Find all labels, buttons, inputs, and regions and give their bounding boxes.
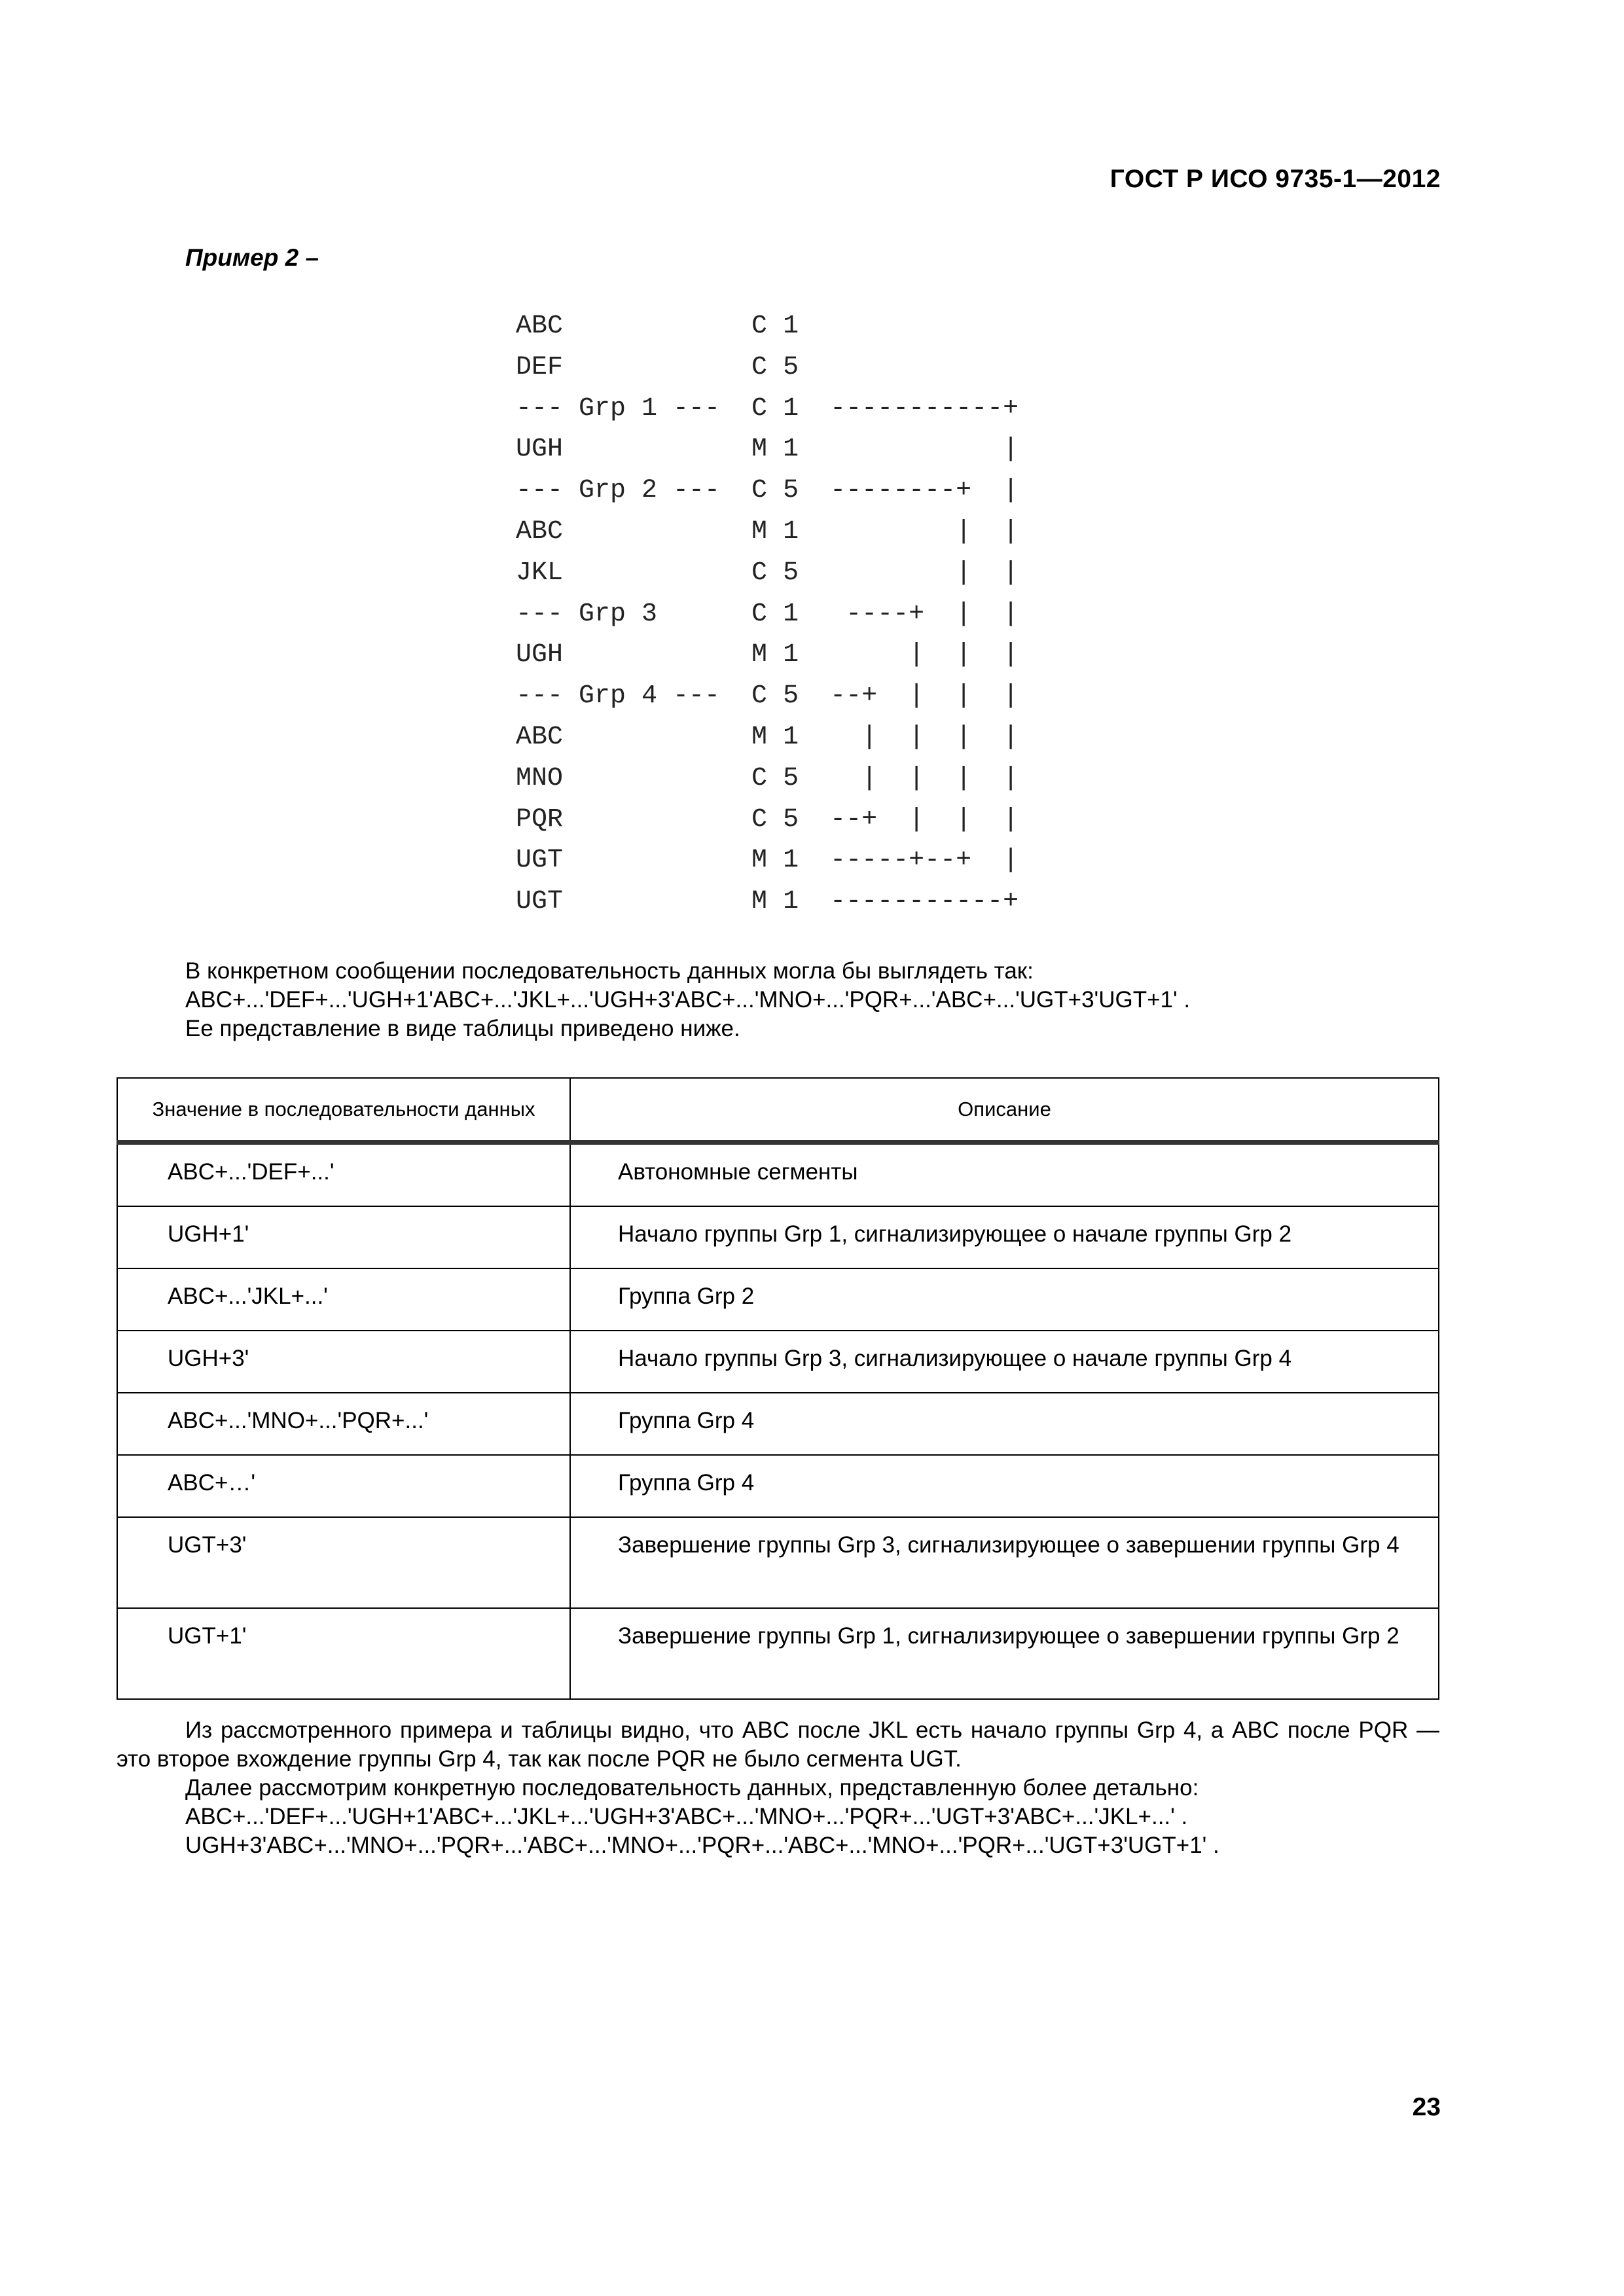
conclusion-sequence-line: ABC+...'DEF+...'UGH+1'ABC+...'JKL+...'UGH+3'ABC+...'MNO+...'PQR+...'UGT+3'ABC+...'JKL+...' . <box>185 1804 1188 1829</box>
cell-value: ABC+…' <box>117 1455 570 1517</box>
diagram-line: --- Grp 4 --- C 5 --+ | | | <box>516 681 1019 711</box>
cell-description: Группа Grp 2 <box>570 1268 1439 1331</box>
table-row <box>117 1143 1439 1207</box>
segment-structure-diagram <box>516 306 1019 923</box>
table-row <box>117 1331 1439 1393</box>
diagram-line: UGT M 1 -----+--+ | <box>516 846 1019 876</box>
diagram-line: MNO C 5 | | | | <box>516 763 1019 793</box>
intro-text <box>185 957 1190 1043</box>
table-row <box>117 1268 1439 1331</box>
diagram-line: UGT M 1 -----------+ <box>516 887 1019 917</box>
diagram-line: DEF C 5 <box>516 352 799 382</box>
conclusion-line: Далее рассмотрим конкретную последовательность данных, представленную более детально: <box>185 1775 1199 1801</box>
cell-value: ABC+...'JKL+...' <box>117 1268 570 1331</box>
cell-description: Группа Grp 4 <box>570 1455 1439 1517</box>
cell-description: Автономные сегменты <box>570 1143 1439 1207</box>
cell-value: UGT+1' <box>117 1608 570 1699</box>
diagram-line: --- Grp 1 --- C 1 -----------+ <box>516 393 1019 423</box>
conclusion-paragraph: Из рассмотренного примера и таблицы видно, что ABC после JKL есть начало группы Grp 4, а ABC после PQR — это второе вхождение группы Grp 4, так как после PQR не было сегмента UGT. <box>117 1717 1439 1772</box>
cell-value: ABC+...'MNO+...'PQR+...' <box>117 1393 570 1455</box>
diagram-line: JKL C 5 | | <box>516 558 1019 588</box>
diagram-line: PQR C 5 --+ | | | <box>516 804 1019 834</box>
table-row <box>117 1608 1439 1699</box>
column-header-value: Значение в последовательности данных <box>117 1078 570 1143</box>
diagram-line: ABC M 1 | | | | <box>516 722 1019 752</box>
cell-value: UGT+3' <box>117 1517 570 1608</box>
intro-line: В конкретном сообщении последовательность данных могла бы выглядеть так: <box>185 958 1034 984</box>
cell-description: Начало группы Grp 3, сигнализирующее о начале группы Grp 4 <box>570 1331 1439 1393</box>
intro-line: Ее представление в виде таблицы приведено ниже. <box>185 1016 740 1041</box>
cell-value: UGH+3' <box>117 1331 570 1393</box>
column-header-description: Описание <box>570 1078 1439 1143</box>
table-row <box>117 1206 1439 1268</box>
intro-sequence-line: ABC+...'DEF+...'UGH+1'ABC+...'JKL+...'UGH+3'ABC+...'MNO+...'PQR+...'ABC+...'UGT+3'UGT+1' . <box>185 987 1191 1013</box>
data-sequence-table <box>117 1077 1439 1700</box>
diagram-line: --- Grp 2 --- C 5 --------+ | <box>516 476 1019 506</box>
cell-description: Завершение группы Grp 1, сигнализирующее о завершении группы Grp 2 <box>570 1608 1439 1699</box>
conclusion-sequence-line: UGH+3'ABC+...'MNO+...'PQR+...'ABC+...'MNO+...'PQR+...'ABC+...'MNO+...'PQR+...'UGT+3'UGT+1' . <box>185 1833 1219 1858</box>
table-row <box>117 1517 1439 1608</box>
table-header-row <box>117 1078 1439 1143</box>
diagram-line: UGH M 1 | <box>516 435 1019 465</box>
diagram-line: UGH M 1 | | | <box>516 640 1019 670</box>
example-label: Пример 2 – <box>185 244 319 271</box>
diagram-line: ABC C 1 <box>516 312 799 341</box>
cell-value: ABC+...'DEF+...' <box>117 1143 570 1207</box>
cell-description: Завершение группы Grp 3, сигнализирующее о завершении группы Grp 4 <box>570 1517 1439 1608</box>
cell-description: Группа Grp 4 <box>570 1393 1439 1455</box>
table-row <box>117 1393 1439 1455</box>
conclusion-text <box>117 1716 1439 1860</box>
diagram-line: ABC M 1 | | <box>516 516 1019 547</box>
diagram-line: --- Grp 3 C 1 ----+ | | <box>516 599 1019 629</box>
page-number: 23 <box>1412 2093 1441 2121</box>
cell-value: UGH+1' <box>117 1206 570 1268</box>
cell-description: Начало группы Grp 1, сигнализирующее о начале группы Grp 2 <box>570 1206 1439 1268</box>
table-row <box>117 1455 1439 1517</box>
standard-code-header: ГОСТ Р ИСО 9735-1—2012 <box>1110 165 1441 193</box>
